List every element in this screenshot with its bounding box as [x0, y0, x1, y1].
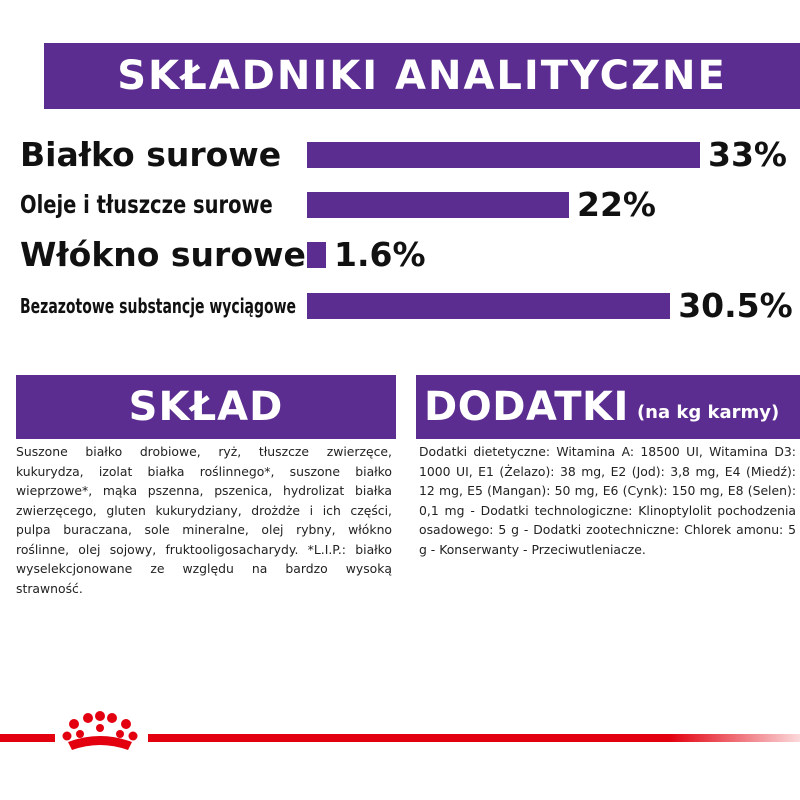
additives-title-banner [416, 375, 800, 439]
footer-red-line-right [148, 734, 800, 742]
analytics-bar-chart [0, 0, 800, 360]
additives-subtitle: (na kg karmy) [636, 401, 780, 423]
category-label: Bezazotowe substancje wyciągowe [20, 293, 297, 318]
footer-red-line-left [0, 734, 55, 742]
category-label: Białko surowe [20, 134, 282, 174]
value-bar [307, 242, 326, 268]
analytics-title: SKŁADNIKI ANALITYCZNE [117, 53, 727, 99]
royal-canin-crown-icon [58, 710, 142, 756]
additives-title: DODATKI [424, 384, 629, 430]
value-label: 33% [708, 134, 787, 174]
value-label: 30.5% [678, 285, 793, 325]
value-bar [307, 142, 700, 168]
value-label: 1.6% [334, 234, 426, 274]
composition-text: Suszone białko drobiowe, ryż, tłuszcze zwierzęce, kukurydza, izolat białka roślinnego*, suszone białko wieprzowe*, mąka pszenna, pszenica, hydrolizat białka zwierzęcego, gluten kukurydziany, drożdże i ich części, pulpa buraczana, sole mineralne, olej rybny, włókno roślinne, olej sojowy, fruktooligosacharydy. *L.I.P.: białko wyselekcjonowane ze względu na bardzo wysoką strawność. [16, 444, 392, 596]
value-bar [307, 192, 569, 218]
category-label: Oleje i tłuszcze surowe [20, 189, 273, 219]
additives-text: Dodatki dietetyczne: Witamina A: 18500 UI, Witamina D3: 1000 UI, E1 (Żelazo): 38 mg, E2 (Jod): 3,8 mg, E4 (Miedź): 12 mg, E5 (Mangan): 50 mg, E6 (Cynk): 150 mg, E8 (Selen): 0,1 mg - Dodatki technologiczne: Klinoptylolit pochodzenia osadowego: 5 g - Dodatki zootechniczne: Chlorek amonu: 5 g - Konserwanty - Przeciwutleniacze. [419, 444, 796, 557]
value-bar [307, 293, 670, 319]
composition-title: SKŁAD [128, 384, 284, 430]
value-label: 22% [577, 184, 656, 224]
composition-title-banner [16, 375, 396, 439]
category-label: Włókno surowe [20, 234, 306, 274]
